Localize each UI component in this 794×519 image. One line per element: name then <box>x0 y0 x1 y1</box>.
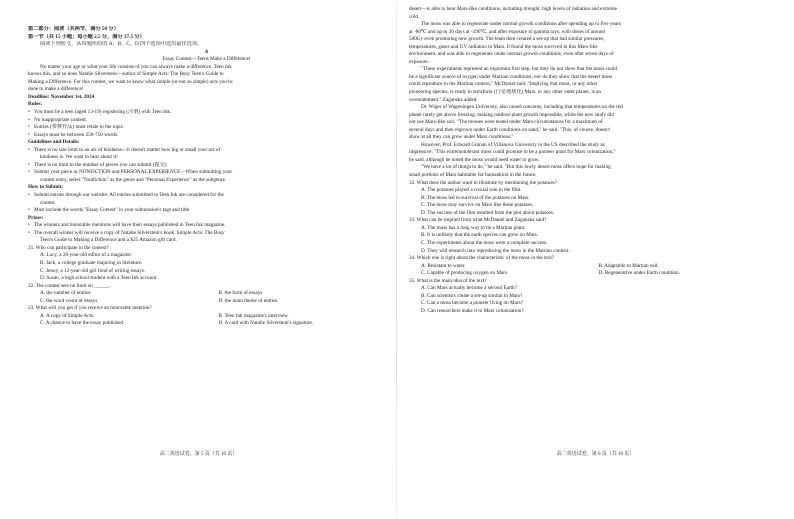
option-text: A. the number of entries <box>40 290 91 297</box>
text-line: impressive. "This extremotolerant moss could promise to be a pioneer plant for Mars colonization," <box>409 149 616 156</box>
text-line: Making a Difference. For this contest, we want to know what simple (or not so simple) acts you've <box>28 78 233 85</box>
text-line: 阅读下列短文，从每题所给的 A、B、C、D 四个选项中选出最佳选项。 <box>40 41 203 48</box>
option-row <box>409 263 764 271</box>
option-text: D. A card with Natalie Silverstein's signature. <box>218 320 314 327</box>
text-line: C. The experiments about the moss were a complete success. <box>421 239 548 246</box>
text-line: 32. What does the author want to illustrate by mentioning the potatoes? <box>409 179 558 186</box>
text-line: B. The moss led to survival of the potatoes on Mars. <box>421 194 530 201</box>
option-row <box>28 320 385 328</box>
text-line: D. The success of the film resulted from the plot about potatoes. <box>421 209 555 216</box>
text-line: Rules: <box>28 101 43 108</box>
option-row <box>28 298 385 306</box>
q35-question: 35. What is the main idea of the text? <box>409 277 487 284</box>
text-line: could reproduce in the Martian context," McDaniel said. "Implying that moss, or any other <box>409 81 598 88</box>
text-line: 第二部分：阅读（共两节，满分 50 分） <box>28 26 119 32</box>
option-row <box>409 270 764 278</box>
text-line: cold. <box>409 13 420 20</box>
option-text: A. A copy of Simple Acts. <box>40 312 95 319</box>
text-line: D. They will research into reproducing the moss in the Martian context. <box>421 247 570 254</box>
text-line: Dr. Wiger of Wageningen University, also raised concerns, including that temperatures on the red <box>421 104 623 111</box>
text-line: • Submit entries through our website. All entries submitted to Teen Ink are considered for the <box>28 192 385 200</box>
text-line: show at all they can grow under Mars conditions." <box>409 134 514 141</box>
text-line: C. The moss may survive on Mars like these potatoes. <box>421 202 534 209</box>
right-text-block <box>409 6 764 263</box>
left-text-block <box>28 26 385 290</box>
text-line: not use Mars-like soil. "The mosses were tested under Mars circumstances for a maximum of <box>409 119 603 126</box>
text-line: The moss was able to regenerate under normal growth conditions after spending up to five years <box>421 21 621 28</box>
text-line: done to make a difference! <box>28 86 84 93</box>
text-line: temperatures, gases and UV radiation to Mars. It found the moss survived in this Mars-like <box>409 43 598 50</box>
text-line: Prizes: <box>28 214 44 221</box>
option-text: C. Can a moss become a pioneer living on Mars? <box>421 300 523 307</box>
text-line: How to Submit: <box>28 184 64 191</box>
text-line: 33. What can be implied from what McDaniel and Zaganska said? <box>409 217 547 224</box>
text-line: • Must include the words "Essay Contest" in your submission's tags and title. <box>28 207 385 215</box>
text-line: No matter your age or what your life consists of you can always make a difference. Teen Ink <box>40 63 232 70</box>
text-line: pioneering species, is ready to terraform (行星地球化) Mars, or any other outer planet, is an <box>409 89 602 96</box>
text-line: • Entries (参赛作品) must relate to the topic. <box>28 124 385 132</box>
text-line: A. Lucy, a 20-year-old editor of a magazine. <box>40 252 133 259</box>
text-line: 22. The contest sets no limit on ______. <box>28 282 112 289</box>
text-line: B. Jack, a college graduate majoring in literature. <box>40 259 143 266</box>
text-line: A. The moss has a long way to be a Martian plant. <box>421 224 526 231</box>
text-line: • You must be a teen (aged 13-19) registering (注册) with Teen Ink. <box>28 109 385 117</box>
option-text: C. A chance to have the essay published. <box>40 320 125 327</box>
text-line: Teen's Guide to Making a Difference and a $25 Amazon gift card. <box>40 237 177 244</box>
text-line: 第一节（共 15 小题；每小题 2.5 分，满分 37.5 分） <box>28 33 145 40</box>
text-line: desert—is able to bear Mars-like conditions, including drought, high levels of radiation and extreme <box>409 6 617 12</box>
text-line: environment, and was able to regenerate under normal growth conditions, even after seven days of <box>409 51 614 58</box>
text-line: he said, although he noted the moss would need water to grow. <box>409 156 540 163</box>
text-line: 500Gy even promoting new growth. The team then created a set-up that had similar pressures, <box>409 36 605 43</box>
text-line: A. The potatoes played a crucial role in the film. <box>421 187 522 194</box>
text-line: kindness is. We want to hear about it! <box>40 154 118 161</box>
text-line: "These experiments represent an important first step, but they do not show that the moss could <box>421 66 618 73</box>
q23-question: 23. What will you get if you receive an honorable mention? <box>28 305 152 312</box>
text-line: "We have a lot of things to do," he said. "But this lowly desert moss offers hope for making <box>421 164 611 171</box>
text-line: A <box>204 48 209 55</box>
text-line: exposure. <box>409 58 430 65</box>
option-text: B. Teen Ink magazine's interview. <box>218 312 289 319</box>
text-line: Guidelines and Details: <box>28 139 80 146</box>
text-line: overstatement," Zaganska added. <box>409 96 478 103</box>
text-line: D. Susan, a high school student with a Teen Ink account. <box>40 275 158 282</box>
text-line: • Submit your piece as NONFICTION and PERSONAL EXPERIENCE—When submitting your <box>28 169 385 177</box>
text-line: 34. Which one is right about the characteristic of the moss in the text? <box>409 255 555 262</box>
option-row <box>28 290 385 298</box>
right-page <box>397 0 794 519</box>
text-line: However, Prof. Edward Guinan of Villanova University in the US described the study as <box>421 141 605 148</box>
q23-options <box>28 313 385 328</box>
option-text: C. the word count of essays <box>40 297 98 304</box>
text-line: • No inappropriate content. <box>28 117 385 125</box>
q22-options <box>28 290 385 305</box>
q35-options <box>409 285 764 315</box>
text-line: small portions of Mars habitable for humankind in the future. <box>409 172 537 179</box>
text-line: planet rarely get above freezing, making outdoor plant growth impossible, while the new study did <box>409 111 614 118</box>
text-line: be a significant source of oxygen under Martian conditions, nor do they show that the desert moss <box>409 73 613 80</box>
left-page-footer: 高二英语试卷，第 5 页（共 10 页） <box>159 452 238 457</box>
text-line: contest entry, select "Nonfiction" as the genre and "Personal Experience" as the subgenre. <box>40 176 227 183</box>
option-text: A. Resistant to water. <box>421 262 466 269</box>
right-page-footer: 高二英语试卷，第 6 页（共 10 页） <box>556 452 635 457</box>
option-text: D. Regenerative under Earth condition. <box>598 270 681 277</box>
text-line: 21. Who can participate in the contest? <box>28 244 109 251</box>
text-line: C. Jenny, a 12-year-old girl fond of writing essays. <box>40 267 146 274</box>
text-line: • The overall winner will receive a copy of Natalie Silverstein's book, Simple Acts: The Busy <box>28 230 385 238</box>
option-text: B. Can scientists create a set-up similar to Mars? <box>421 292 523 299</box>
text-line: Essay Contest—Teens Make a Difference! <box>162 56 251 63</box>
option-text: D. Can researchers make it to Mars colonization? <box>421 307 524 314</box>
option-text: C. Capable of producing oxygen on Mars. <box>421 270 509 277</box>
option-text: D. the main theme of entries <box>218 297 278 304</box>
text-line: at -80℃ and up to 30 days at -196℃, and after exposure to gamma rays, with doses of around <box>409 28 606 35</box>
text-line: knows this, and so does Natalie Silverstein—author of Simple Acts: The Busy Teen's Guide to <box>28 71 224 78</box>
text-line: • The winners and honorable mentions will have their essays published in Teen Ink magazine. <box>28 222 385 230</box>
text-line: Deadline: November 1st, 2024 <box>28 93 95 100</box>
option-text: B. Adaptable to Martian soil. <box>598 262 659 269</box>
text-line: • Essays must be between 250-750 words. <box>28 132 385 140</box>
option-text: B. the form of essays <box>218 290 263 297</box>
option-row <box>28 313 385 321</box>
text-line: B. It is unlikely that the earth species can grow on Mars. <box>421 232 539 239</box>
text-line: several days and then regrown under Earth conditions on sand," he said. "This, of course, doesn't <box>409 126 610 133</box>
text-line: • There is no size limit to an act of kindness—it doesn't matter how big or small your act of <box>28 147 385 155</box>
text-line: • There is no limit to the number of pieces you can submit (提交). <box>28 162 385 170</box>
option-text: A. Can Mars actually become a second Earth? <box>421 285 517 292</box>
q34-options <box>409 263 764 278</box>
text-line: contest. <box>40 199 56 206</box>
